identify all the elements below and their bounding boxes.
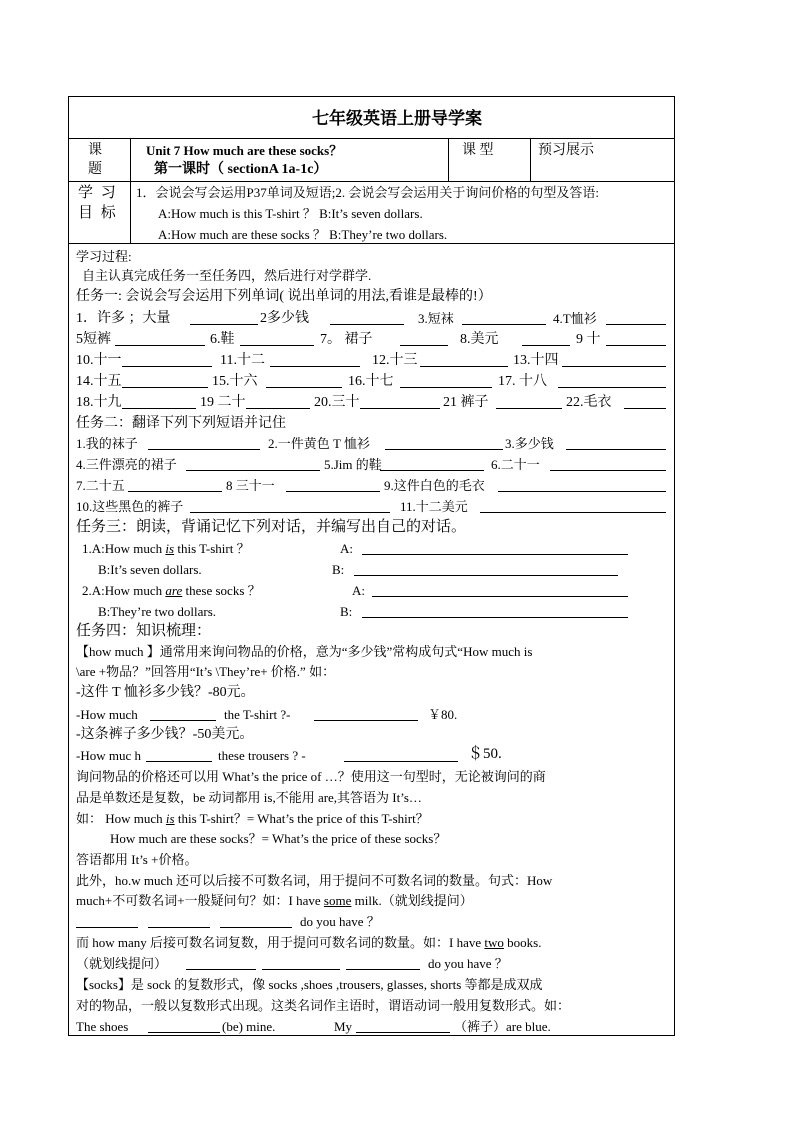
unit-title: Unit 7 How much are these socks？ xyxy=(146,143,343,158)
answer-blank[interactable] xyxy=(190,324,258,325)
note-line: \are +物品？”回答用“It’s \They’re+ 价格.” 如： xyxy=(76,664,336,679)
answer-blank[interactable] xyxy=(362,554,628,555)
answer-blank[interactable] xyxy=(266,387,342,388)
word-item: 4.T恤衫 xyxy=(553,311,597,326)
answer-blank[interactable] xyxy=(150,720,216,721)
answer-blank[interactable] xyxy=(186,969,256,970)
answer-blank[interactable] xyxy=(240,345,314,346)
lesson-title: 第一课时（ sectionA 1a-1c） xyxy=(154,162,328,177)
answer-blank[interactable] xyxy=(115,345,205,346)
word-item: 15.十六 xyxy=(212,374,258,389)
answer-blank[interactable] xyxy=(220,927,292,928)
answer-blank[interactable] xyxy=(148,927,210,928)
note-line: （裤子）are blue. xyxy=(454,1019,551,1034)
word-item: 17. 十八 xyxy=(498,374,547,389)
speaker-label: B: xyxy=(332,562,345,577)
task1-title: 任务一: 会说会写会运用下列单词( 说出单词的用法,看谁是最棒的!） xyxy=(76,289,492,304)
answer-blank[interactable] xyxy=(362,617,628,618)
task3-title: 任务三：朗读，背诵记忆下列对话，并编写出自己的对话。 xyxy=(76,519,467,535)
goals-label: 学 习 xyxy=(78,185,118,201)
note-line: ＄50. xyxy=(468,746,502,762)
word-item: 12.十三 xyxy=(372,353,418,368)
note-line: 答语都用 It’s +价格。 xyxy=(76,852,198,867)
dialogue-question xyxy=(82,540,250,558)
dialogue-text: these socks ？ xyxy=(182,583,261,598)
answer-blank[interactable] xyxy=(246,408,310,409)
word-item: 18.十九 xyxy=(76,395,122,410)
note-underlined: two xyxy=(484,935,504,950)
process-intro: 自主认真完成任务一至任务四，然后进行对学群学. xyxy=(82,268,372,283)
answer-blank[interactable] xyxy=(522,345,570,346)
dialogue-text: this T-shirt ？ xyxy=(174,541,250,556)
answer-blank[interactable] xyxy=(262,969,340,970)
note-line xyxy=(76,892,473,910)
note-line: 品是单数还是复数，be 动词都用 is,不能用 are,其答语为 It’s… xyxy=(76,790,422,805)
phrase-item: 4.三件漂亮的裙子 xyxy=(76,457,177,472)
answer-blank[interactable] xyxy=(400,387,492,388)
dialogue-verb: is xyxy=(165,541,175,556)
page-title: 七年级英语上册导学案 xyxy=(312,109,482,128)
note-line: ￥80. xyxy=(428,707,458,722)
answer-blank[interactable] xyxy=(148,1032,220,1033)
answer-blank[interactable] xyxy=(380,470,484,471)
phrase-item: 7.二十五 xyxy=(76,478,125,493)
note-text: milk.（就划线提问） xyxy=(351,893,473,908)
answer-blank[interactable] xyxy=(122,366,212,367)
answer-blank[interactable] xyxy=(356,1032,450,1033)
answer-blank[interactable] xyxy=(186,470,320,471)
answer-blank[interactable] xyxy=(122,387,208,388)
word-item: 8.美元 xyxy=(460,332,499,347)
phrase-item: 5.Jim 的鞋 xyxy=(324,457,382,472)
note-line: My xyxy=(334,1019,353,1034)
phrase-item: 2.一件黄色 T 恤衫 xyxy=(268,436,370,451)
answer-blank[interactable] xyxy=(346,969,420,970)
note-text: 如： How much xyxy=(76,811,166,826)
divider xyxy=(68,138,675,139)
answer-blank[interactable] xyxy=(606,324,666,325)
type-label: 课 型 xyxy=(462,143,494,158)
word-item: 5短裤 xyxy=(76,332,111,347)
word-item: 21 裤子 xyxy=(443,395,489,410)
answer-blank[interactable] xyxy=(270,366,360,367)
answer-blank[interactable] xyxy=(360,408,440,409)
answer-blank[interactable] xyxy=(354,575,618,576)
goal-line: 1．会说会写会运用P37单词及短语;2. 会说会写会运用关于询问价格的句型及答语: xyxy=(136,185,599,200)
phrase-item: 1.我的袜子 xyxy=(76,436,138,451)
word-item: 6.鞋 xyxy=(210,332,235,347)
word-item: 22.毛衣 xyxy=(566,395,612,410)
word-item: 9 十 xyxy=(576,332,601,347)
phrase-item: 9.这件白色的毛衣 xyxy=(384,478,485,493)
process-heading: 学习过程: xyxy=(76,249,132,264)
note-line: do you have ？ xyxy=(300,914,380,929)
answer-blank[interactable] xyxy=(606,345,666,346)
note-line: （就划线提问） xyxy=(76,956,168,971)
word-item: 16.十七 xyxy=(348,374,394,389)
note-line: How much are these socks？= What’s the price of these socks？ xyxy=(110,831,447,846)
answer-blank[interactable] xyxy=(76,927,138,928)
note-line xyxy=(76,934,541,952)
answer-blank[interactable] xyxy=(462,324,546,325)
note-line: 询问物品的价格还可以用 What’s the price of …？使用这一句型时，无论被询问的商 xyxy=(76,769,546,784)
answer-blank[interactable] xyxy=(498,491,666,492)
dialogue-answer: B:They’re two dollars. xyxy=(98,604,217,619)
note-line: the T-shirt ?- xyxy=(224,707,291,722)
answer-blank[interactable] xyxy=(286,491,380,492)
divider xyxy=(530,138,531,181)
note-line: -How much xyxy=(76,707,138,722)
note-line: The shoes xyxy=(76,1019,129,1034)
note-line: 【how much 】通常用来询问物品的价格，意为“多少钱”常构成句式“How much is xyxy=(76,644,533,659)
word-item: 20.三十 xyxy=(314,395,360,410)
word-item: 2多少钱 xyxy=(260,311,309,326)
speaker-label: B: xyxy=(340,604,353,619)
answer-blank[interactable] xyxy=(562,366,666,367)
phrase-item: 3.多少钱 xyxy=(505,436,554,451)
answer-blank[interactable] xyxy=(330,324,404,325)
dialogue-answer: B:It’s seven dollars. xyxy=(98,562,202,577)
answer-blank[interactable] xyxy=(400,345,448,346)
answer-blank[interactable] xyxy=(344,761,458,762)
note-line: (be) mine. xyxy=(222,1019,276,1034)
word-item: 7。 裙子 xyxy=(320,332,373,347)
note-line: 对的物品，一般以复数形式出现。这类名词作主语时，谓语动词一般用复数形式。如： xyxy=(76,998,571,1013)
note-line: 此外，ho.w much 还可以后接不可数名词，用于提问不可数名词的数量。句式：How xyxy=(76,873,553,888)
answer-blank[interactable] xyxy=(550,470,666,471)
goals-label: 目 标 xyxy=(78,205,118,221)
answer-blank[interactable] xyxy=(314,720,418,721)
topic-label: 题 xyxy=(88,162,102,177)
note-text: much+不可数名词+一般疑问句？如：I have xyxy=(76,893,324,908)
note-line: 【socks】是 sock 的复数形式，像 socks ,shoes ,trousers, glasses, shorts 等都是成双成 xyxy=(76,977,543,992)
word-item: 10.十一 xyxy=(76,353,122,368)
answer-blank[interactable] xyxy=(148,449,260,450)
dialogue-text: 2.A:How much xyxy=(82,583,166,598)
divider xyxy=(448,138,449,181)
answer-blank[interactable] xyxy=(190,512,390,513)
word-item: 19 二十 xyxy=(200,395,246,410)
answer-blank[interactable] xyxy=(385,449,503,450)
note-line: -这件 T 恤衫多少钱？-80元。 xyxy=(76,685,255,700)
note-line: these trousers ? - xyxy=(218,748,306,763)
note-text: this T-shirt？= What’s the price of this T-shirt？ xyxy=(174,811,429,826)
answer-blank[interactable] xyxy=(496,408,562,409)
goal-line: A:How much are these socks ？ B:They’re two dollars. xyxy=(158,227,448,242)
answer-blank[interactable] xyxy=(480,512,666,513)
word-item: 13.十四 xyxy=(513,353,559,368)
note-line: -这条裤子多少钱？-50美元。 xyxy=(76,727,254,742)
note-text: books. xyxy=(503,935,542,950)
type-value: 预习展示 xyxy=(538,143,594,158)
goal-line: A:How much is this T-shirt ？ B:It’s seven dollars. xyxy=(158,206,423,221)
phrase-item: 11.十二美元 xyxy=(400,499,468,514)
answer-blank[interactable] xyxy=(372,596,628,597)
note-line xyxy=(76,810,429,828)
divider xyxy=(130,138,131,243)
answer-blank[interactable] xyxy=(146,761,212,762)
speaker-label: A: xyxy=(340,541,353,556)
word-item: 1．许多 ；大量 xyxy=(76,311,171,326)
answer-blank[interactable] xyxy=(624,408,666,409)
note-text: 而 how many 后接可数名词复数，用于提问可数名词的数量。如：I have xyxy=(76,935,485,950)
phrase-item: 10.这些黑色的裤子 xyxy=(76,499,184,514)
word-item: 3.短袜 xyxy=(418,311,454,326)
word-item: 14.十五 xyxy=(76,374,122,389)
answer-blank[interactable] xyxy=(122,408,196,409)
divider xyxy=(68,181,675,182)
phrase-item: 6.二十一 xyxy=(491,457,540,472)
dialogue-text: 1.A:How much xyxy=(82,541,166,556)
task4-title: 任务四：知识梳理： xyxy=(76,623,212,639)
answer-blank[interactable] xyxy=(420,366,508,367)
phrase-item: 8 三十一 xyxy=(226,478,275,493)
word-item: 11.十二 xyxy=(220,353,265,368)
answer-blank[interactable] xyxy=(558,387,666,388)
note-verb: is xyxy=(165,811,175,826)
topic-label: 课 xyxy=(88,143,102,158)
note-line: -How muc h xyxy=(76,748,141,763)
note-underlined: some xyxy=(323,893,352,908)
dialogue-verb: are xyxy=(165,583,183,598)
speaker-label: A: xyxy=(352,583,365,598)
note-line: do you have ？ xyxy=(428,956,508,971)
answer-blank[interactable] xyxy=(128,491,222,492)
task2-title: 任务二：翻译下列下列短语并记住 xyxy=(76,416,286,431)
answer-blank[interactable] xyxy=(566,449,666,450)
dialogue-question xyxy=(82,582,261,600)
